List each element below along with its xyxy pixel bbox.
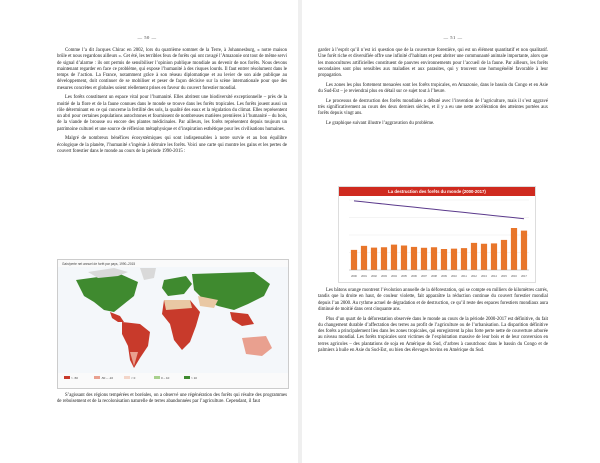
chart-x-tick-label: 2005 (401, 275, 407, 278)
chart-bar (391, 245, 397, 270)
right-paragraph: garder à l’esprit qu’il n’est ici question que de la couverture forestière, qui est un élément quantitatif et non qualitatif. Une forêt riche et diversifiée offre une infinité d’habitats et peut abriter une communauté animale importante, alors que les monocultures artificielles constituent de pauvres environnements pour l’accueil de la faune. Par ailleurs, les forêts secondaires sont plus sensibles aux maladies et aux parasites, qui y trouvent une homogénéité favorable à leur propagation. (318, 48, 548, 78)
chart-x-tick-label: 2012 (471, 275, 477, 278)
right-paragraph: Le graphique suivant illustre l’aggravation du problème. (326, 121, 435, 127)
chart-bar (361, 246, 367, 270)
chart-x-tick-label: 2002 (371, 275, 377, 278)
chart-x-tick-label: 2013 (481, 275, 487, 278)
chart-bar (451, 249, 457, 270)
chart-x-tick-label: 2000 (351, 275, 357, 278)
left-page-number: — 50 — (137, 35, 157, 40)
world-map-figure (57, 259, 289, 389)
chart-bar (401, 246, 407, 271)
chart-bar (481, 244, 487, 270)
right-page-number: — 51 — (443, 35, 463, 40)
chart-x-tick-label: 2016 (511, 275, 517, 278)
chart-x-tick-label: 2009 (441, 275, 447, 278)
chart-x-tick-label: 2004 (391, 275, 397, 278)
left-paragraph: S’agissant des régions tempérées et boréales, on a observé une régénération des forêts qui résulte des programmes de reboisement et de la recolonisation naturelle de terres abandonnées par l’agriculture. Cependant, il faut (57, 393, 287, 405)
chart-plot (339, 196, 535, 282)
left-paragraph: Malgré de nombreux bénéfices écosystémiques qui sont indispensables à notre survie et au bon équilibre écologique de la planète, l’humanité s’ingénie à détruire les forêts. Voici une carte qui montre les gains et les pertes de couvert forestier dans le monde au cours de la période 1990-2015 : (57, 136, 287, 154)
left-page (0, 0, 294, 463)
legend-swatch (124, 376, 130, 379)
legend-label: > 10 (191, 376, 197, 380)
chart-x-tick-label: 2003 (381, 275, 387, 278)
legend-label: > -50 (71, 376, 78, 380)
right-text-column (318, 48, 548, 131)
book-gutter (298, 0, 302, 463)
chart-x-tick-label: 2017 (521, 275, 527, 278)
legend-swatch (154, 376, 160, 379)
right-paragraph: Les zones les plus fortement menacées sont les forêts tropicales, en Amazonie, dans le bassin du Congo et en Asie du Sud-Est – je reviendrai plus en détail sur ce sujet tout à l’heure. (318, 82, 548, 95)
chart-x-tick-label: 2008 (431, 275, 437, 278)
chart-bar (381, 247, 387, 270)
right-paragraph: Les bâtons orange montrent l’évolution annuelle de la déforestation, qui se compte en milliers de kilomètres carrés, tandis que la droite en haut, de couleur violette, fait apparaître la réduction continue du couvert forestier mondial depuis l’an 2000. Au rythme actuel de dégradation et de destruction, ce qu’il reste des espaces forestiers mondiaux aura diminué de moitié dans cent cinquante ans. (318, 288, 548, 312)
legend-label: 0 – 10 (161, 376, 170, 380)
chart-bar (431, 247, 437, 270)
legend-label: -50 – -10 (101, 376, 114, 380)
map-title: Gain/perte net annuel de forêt par pays, 1990–2015 (62, 262, 136, 266)
chart-bar (371, 248, 377, 270)
legend-swatch (94, 376, 100, 379)
chart-bar (461, 248, 467, 270)
right-paragraph: Le processus de destruction des forêts mondiales a débuté avec l’invention de l’agriculture, mais il s’est aggravé très significativement au cours des deux derniers siècles, et il y a eu une nette accélération des atteintes portées aux forêts depuis vingt ans. (318, 98, 548, 117)
chart-bar (471, 243, 477, 270)
chart-x-tick-label: 2015 (501, 275, 507, 278)
map-legend (64, 376, 197, 380)
right-page (306, 0, 600, 463)
chart-title: La destruction des forêts du monde (2000-2017) (339, 187, 535, 196)
chart-bar (521, 231, 527, 270)
chart-x-tick-label: 2014 (491, 275, 497, 278)
chart-bar (501, 240, 507, 270)
right-paragraph: Plus d’un quart de la déforestation observée dans le monde au cours de la période 2000-2017 est définitive, du fait du changement durable d’affectation des terres au profit de l’agriculture ou de l’urbanisation. La disparition définitive des forêts a principalement lieu dans les zones tropicales, qui enregistrent la plus forte perte nette de couverture arborée au niveau mondial. Les forêts tropicales sont victimes de l’exploitation massive de leur bois et de leur conversion en terres agricoles – des plantations de soja en Amérique du Sud, d’arbres à caoutchouc dans le bassin du Congo et de palmiers à huile en Asie du Sud-Est, ou bien des élevages bovins en Amérique du Sud. (318, 316, 548, 353)
chart-bar (421, 248, 427, 270)
legend-label: < 0 (131, 376, 136, 380)
left-paragraph: Comme l’a dit Jacques Chirac en 2002, lors du quatrième sommet de la Terre, à Johannesburg, « notre maison brûle et nous regardons ailleurs ». Cet été, les terribles feux de forêts qui ont ravagé l’Amazonie ont tout de même servi de signal d’alarme : ils ont permis de sensibiliser l’opinion publique mondiale au devenir de nos forêts. Nous devons maintenant regarder en face ce problème, qui expose l’humanité à des risques lourds. Il faut entrer résolument dans le temps de l’action. La France, notamment grâce à son réseau diplomatique et au levier de son aide publique au développement, doit continuer de se mobiliser et peser de façon décisive sur la scène internationale pour que des mesures concrètes et globales soient réellement prises en faveur du couvert forestier mondial. (57, 48, 287, 91)
right-bottom-text (318, 288, 548, 358)
chart-bar (411, 247, 417, 270)
left-text-column (57, 48, 287, 159)
chart-bar (511, 228, 517, 270)
chart-bar (441, 249, 447, 270)
left-bottom-text (57, 393, 287, 409)
left-paragraph: Les forêts constituent un espace vital pour l’humanité. Elles abritent une biodiversité exceptionnelle – près de la moitié de la flore et de la faune connues dans le monde se trouve dans les forêts tropicales. Les forêts jouent aussi un rôle déterminant en ce qui concerne la fertilité des sols, la qualité des eaux et la régulation du climat. Elles représentent un abri pour certaines populations autochtones et fournissent de nombreuses matières premières à l’humanité – du bois, de la viande de brousse ou encore des plantes médicinales. Par ailleurs, les forêts représentent depuis toujours un patrimoine culturel et une source de réflexion métaphysique et d’inspiration esthétique pour les civilisations humaines. (57, 95, 287, 132)
chart-x-tick-label: 2010 (451, 275, 457, 278)
chart-x-tick-label: 2011 (461, 275, 467, 278)
chart-line-series (354, 201, 524, 219)
deforestation-chart (338, 186, 536, 283)
legend-swatch (184, 376, 190, 379)
world-map (58, 260, 288, 388)
chart-bar (351, 250, 357, 270)
chart-x-tick-label: 2007 (421, 275, 427, 278)
legend-swatch (64, 376, 70, 379)
chart-x-tick-label: 2006 (411, 275, 417, 278)
chart-x-tick-label: 2001 (361, 275, 367, 278)
chart-bar (491, 243, 497, 270)
